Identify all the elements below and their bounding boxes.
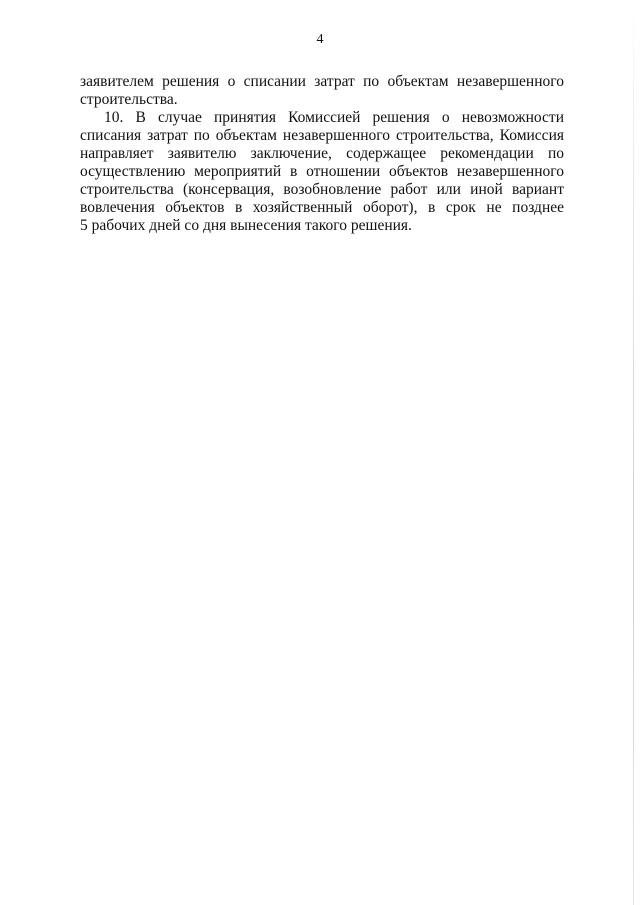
paragraph-line: строительства. bbox=[80, 91, 178, 108]
paragraph-line: осуществлению мероприятий в отношении объектов незавершенного bbox=[80, 163, 564, 180]
paragraph-line: строительства (консервация, возобновление работ или иной вариант bbox=[80, 181, 564, 198]
paragraph-line: 10. В случае принятия Комиссией решения о невозможности bbox=[104, 109, 564, 126]
page-number: 4 bbox=[316, 32, 324, 47]
paragraph-line: направляет заявителю заключение, содержащее рекомендации по bbox=[80, 145, 564, 162]
paragraph-line: 5 рабочих дней со дня вынесения такого решения. bbox=[80, 217, 412, 234]
paragraph-line: вовлечения объектов в хозяйственный оборот), в срок не позднее bbox=[80, 199, 564, 216]
paragraph-line: заявителем решения о списании затрат по объектам незавершенного bbox=[80, 73, 564, 90]
scan-edge-artifact bbox=[633, 0, 634, 905]
paragraph-line: списания затрат по объектам незавершенного строительства, Комиссия bbox=[80, 127, 564, 144]
